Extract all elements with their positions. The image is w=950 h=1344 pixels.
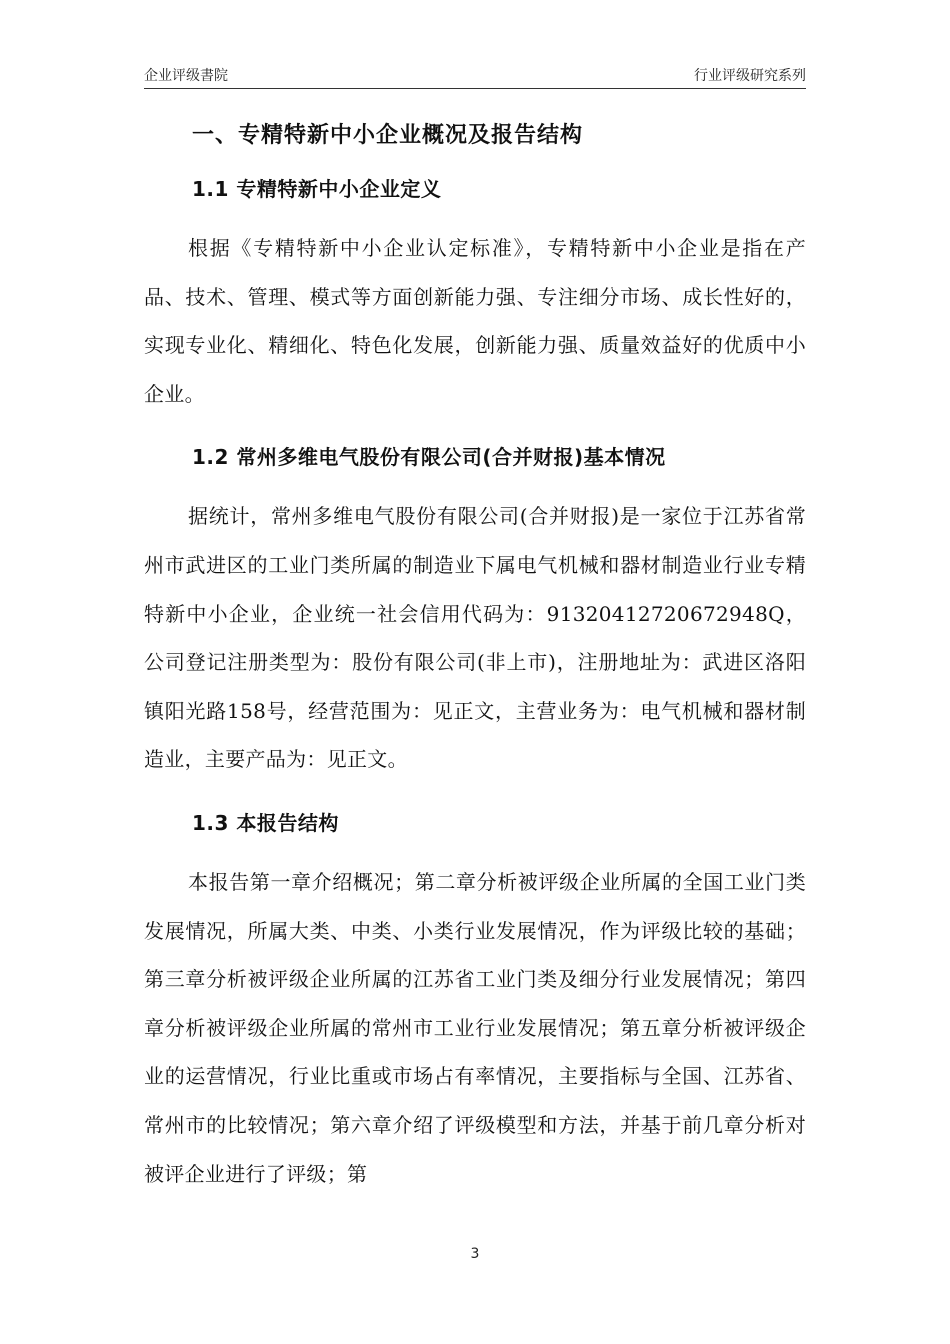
subsection-heading: 1.3 本报告结构 <box>192 810 339 835</box>
header-left-text: 企业评级書院 <box>144 68 228 84</box>
body-paragraph: 据统计，常州多维电气股份有限公司(合并财报)是一家位于江苏省常州市武进区的工业门类所属的制造业下属电气机械和器材制造业行业专精特新中小企业，企业统一社会信用代码为：91320412720672948Q，公司登记注册类型为：股份有限公司(非上市)，注册地址为：武进区洛阳镇阳光路158号，经营范围为：见正文，主营业务为：电气机械和器材制造业，主要产品为：见正文。 <box>144 504 806 772</box>
header-right-text: 行业评级研究系列 <box>694 68 806 84</box>
page-header <box>144 66 806 86</box>
header-divider <box>144 88 806 89</box>
page-number: 3 <box>470 1246 480 1262</box>
subsection-heading: 1.1 专精特新中小企业定义 <box>192 177 442 201</box>
section-title: 一、专精特新中小企业概况及报告结构 <box>192 123 584 148</box>
body-paragraph: 根据《专精特新中小企业认定标准》，专精特新中小企业是指在产品、技术、管理、模式等方面创新能力强、专注细分市场、成长性好的，实现专业化、精细化、特色化发展，创新能力强、质量效益好的优质中小企业。 <box>144 236 806 406</box>
document-body <box>144 112 806 1198</box>
body-paragraph: 本报告第一章介绍概况；第二章分析被评级企业所属的全国工业门类发展情况，所属大类、中类、小类行业发展情况，作为评级比较的基础；第三章分析被评级企业所属的江苏省工业门类及细分行业发展情况；第四章分析被评级企业所属的常州市工业行业发展情况；第五章分析被评级企业的运营情况，行业比重或市场占有率情况，主要指标与全国、江苏省、常州市的比较情况；第六章介绍了评级模型和方法，并基于前几章分析对被评企业进行了评级；第 <box>144 869 806 1186</box>
subsection-heading: 1.2 常州多维电气股份有限公司(合并财报)基本情况 <box>192 445 666 470</box>
